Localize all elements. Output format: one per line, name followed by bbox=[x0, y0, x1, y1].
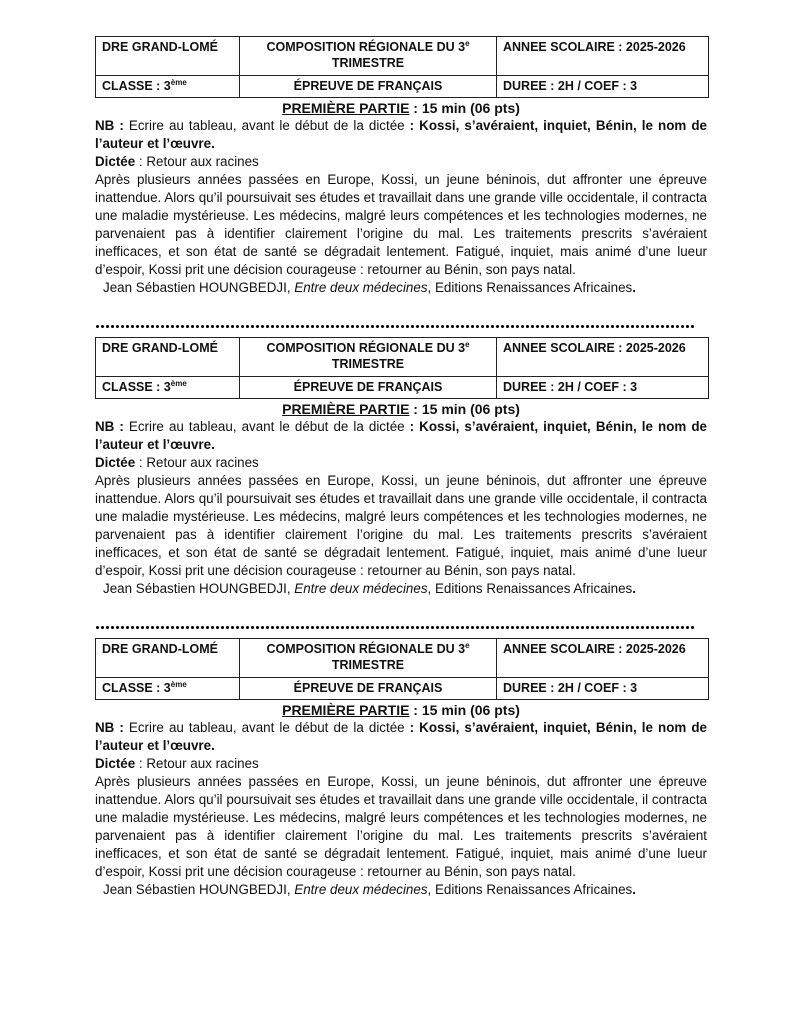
citation-work: Entre deux médecines bbox=[294, 882, 428, 897]
nb-text: Ecrire au tableau, avant le début de la dictée bbox=[123, 720, 410, 735]
class-label: CLASSE : 3 bbox=[102, 681, 171, 695]
composition-sup: e bbox=[465, 640, 470, 650]
nb-text: Ecrire au tableau, avant le début de la dictée bbox=[123, 118, 410, 133]
dictee-label: Dictée bbox=[95, 756, 136, 771]
exam-copy-1 bbox=[95, 36, 707, 297]
nb-paragraph bbox=[95, 418, 707, 454]
citation-author: Jean Sébastien HOUNGBEDJI, bbox=[103, 882, 295, 897]
part-title-rest: : 15 min (06 pts) bbox=[409, 401, 520, 417]
nb-text: Ecrire au tableau, avant le début de la dictée bbox=[123, 419, 410, 434]
part-title-main: PREMIÈRE PARTIE bbox=[282, 702, 410, 718]
dictee-title: : Retour aux racines bbox=[135, 756, 259, 771]
citation-end: . bbox=[632, 882, 636, 897]
composition-cell bbox=[240, 338, 497, 377]
composition-line1: COMPOSITION RÉGIONALE DU 3 bbox=[266, 341, 466, 355]
dotted-separator bbox=[95, 324, 695, 329]
citation-work: Entre deux médecines bbox=[294, 581, 428, 596]
exam-copy-2 bbox=[95, 337, 707, 598]
citation-author: Jean Sébastien HOUNGBEDJI, bbox=[103, 581, 295, 596]
nb-label: NB : bbox=[95, 419, 124, 434]
duration-cell: DUREE : 2H / COEF : 3 bbox=[497, 76, 709, 98]
dictee-title-line bbox=[95, 755, 707, 773]
class-sup: ème bbox=[170, 378, 187, 388]
dictee-title: : Retour aux racines bbox=[135, 154, 259, 169]
nb-label: NB : bbox=[95, 118, 124, 133]
citation bbox=[95, 881, 707, 899]
citation-end: . bbox=[632, 280, 636, 295]
composition-line2: TRIMESTRE bbox=[331, 56, 405, 70]
composition-sup: e bbox=[465, 38, 470, 48]
class-label: CLASSE : 3 bbox=[102, 380, 171, 394]
subject-cell: ÉPREUVE DE FRANÇAIS bbox=[240, 377, 497, 399]
part-title-rest: : 15 min (06 pts) bbox=[409, 100, 520, 116]
class-sup: ème bbox=[170, 77, 187, 87]
class-sup: ème bbox=[170, 679, 187, 689]
region-cell: DRE GRAND-LOMÉ bbox=[96, 37, 240, 76]
region-cell: DRE GRAND-LOMÉ bbox=[96, 639, 240, 678]
part-title bbox=[95, 400, 707, 418]
class-cell bbox=[96, 377, 240, 399]
duration-cell: DUREE : 2H / COEF : 3 bbox=[497, 678, 709, 700]
citation bbox=[95, 580, 707, 598]
composition-line2: TRIMESTRE bbox=[331, 357, 405, 371]
school-year-cell: ANNEE SCOLAIRE : 2025-2026 bbox=[497, 338, 709, 377]
dictee-label: Dictée bbox=[95, 455, 136, 470]
dictee-text: Après plusieurs années passées en Europe, Kossi, un jeune béninois, dut affronter une épreuve inattendue. Alors qu’il poursuivait ses études et travaillait dans une grande ville occidentale, il contracta une maladie mystérieuse. Les médecins, malgré leurs compétences et les technologies modernes, ne parvenaient pas à identifier clairement l’origine du mal. Les traitements prescrits s’avéraient inefficaces, et son état de santé se dégradait lentement. Fatigué, inquiet, mais animé d’une lueur d’espoir, Kossi prit une décision courageuse : retourner au Bénin, son pays natal. bbox=[95, 172, 707, 277]
composition-cell bbox=[240, 639, 497, 678]
header-table bbox=[95, 36, 709, 98]
part-title-rest: : 15 min (06 pts) bbox=[409, 702, 520, 718]
nb-words: : Kossi, s’avéraient, inquiet, Bénin, le nom de l’auteur et l’œuvre. bbox=[95, 118, 707, 151]
school-year-cell: ANNEE SCOLAIRE : 2025-2026 bbox=[497, 37, 709, 76]
citation-author: Jean Sébastien HOUNGBEDJI, bbox=[103, 280, 295, 295]
region-cell: DRE GRAND-LOMÉ bbox=[96, 338, 240, 377]
citation-publisher: , Editions Renaissances Africaines bbox=[427, 280, 633, 295]
dotted-separator bbox=[95, 625, 695, 630]
citation-work: Entre deux médecines bbox=[294, 280, 428, 295]
citation-publisher: , Editions Renaissances Africaines bbox=[427, 581, 633, 596]
subject-cell: ÉPREUVE DE FRANÇAIS bbox=[240, 76, 497, 98]
duration-cell: DUREE : 2H / COEF : 3 bbox=[497, 377, 709, 399]
composition-cell bbox=[240, 37, 497, 76]
class-cell bbox=[96, 76, 240, 98]
citation-publisher: , Editions Renaissances Africaines bbox=[427, 882, 633, 897]
dictee-text: Après plusieurs années passées en Europe, Kossi, un jeune béninois, dut affronter une épreuve inattendue. Alors qu’il poursuivait ses études et travaillait dans une grande ville occidentale, il contracta une maladie mystérieuse. Les médecins, malgré leurs compétences et les technologies modernes, ne parvenaient pas à identifier clairement l’origine du mal. Les traitements prescrits s’avéraient inefficaces, et son état de santé se dégradait lentement. Fatigué, inquiet, mais animé d’une lueur d’espoir, Kossi prit une décision courageuse : retourner au Bénin, son pays natal. bbox=[95, 473, 707, 578]
composition-line2: TRIMESTRE bbox=[331, 658, 405, 672]
exam-copy-3 bbox=[95, 638, 707, 899]
nb-paragraph bbox=[95, 117, 707, 153]
nb-label: NB : bbox=[95, 720, 124, 735]
part-title bbox=[95, 701, 707, 719]
subject-cell: ÉPREUVE DE FRANÇAIS bbox=[240, 678, 497, 700]
dictee-text: Après plusieurs années passées en Europe, Kossi, un jeune béninois, dut affronter une épreuve inattendue. Alors qu’il poursuivait ses études et travaillait dans une grande ville occidentale, il contracta une maladie mystérieuse. Les médecins, malgré leurs compétences et les technologies modernes, ne parvenaient pas à identifier clairement l’origine du mal. Les traitements prescrits s’avéraient inefficaces, et son état de santé se dégradait lentement. Fatigué, inquiet, mais animé d’une lueur d’espoir, Kossi prit une décision courageuse : retourner au Bénin, son pays natal. bbox=[95, 774, 707, 879]
citation-end: . bbox=[632, 581, 636, 596]
dictee-title-line bbox=[95, 153, 707, 171]
nb-paragraph bbox=[95, 719, 707, 755]
part-title-main: PREMIÈRE PARTIE bbox=[282, 401, 410, 417]
school-year-cell: ANNEE SCOLAIRE : 2025-2026 bbox=[497, 639, 709, 678]
composition-sup: e bbox=[465, 339, 470, 349]
header-table bbox=[95, 638, 709, 700]
part-title-main: PREMIÈRE PARTIE bbox=[282, 100, 410, 116]
dictee-label: Dictée bbox=[95, 154, 136, 169]
part-title bbox=[95, 99, 707, 117]
class-cell bbox=[96, 678, 240, 700]
composition-line1: COMPOSITION RÉGIONALE DU 3 bbox=[266, 40, 466, 54]
dictee-title: : Retour aux racines bbox=[135, 455, 259, 470]
header-table bbox=[95, 337, 709, 399]
dictee-title-line bbox=[95, 454, 707, 472]
nb-words: : Kossi, s’avéraient, inquiet, Bénin, le nom de l’auteur et l’œuvre. bbox=[95, 720, 707, 753]
class-label: CLASSE : 3 bbox=[102, 79, 171, 93]
nb-words: : Kossi, s’avéraient, inquiet, Bénin, le nom de l’auteur et l’œuvre. bbox=[95, 419, 707, 452]
composition-line1: COMPOSITION RÉGIONALE DU 3 bbox=[266, 642, 466, 656]
citation bbox=[95, 279, 707, 297]
